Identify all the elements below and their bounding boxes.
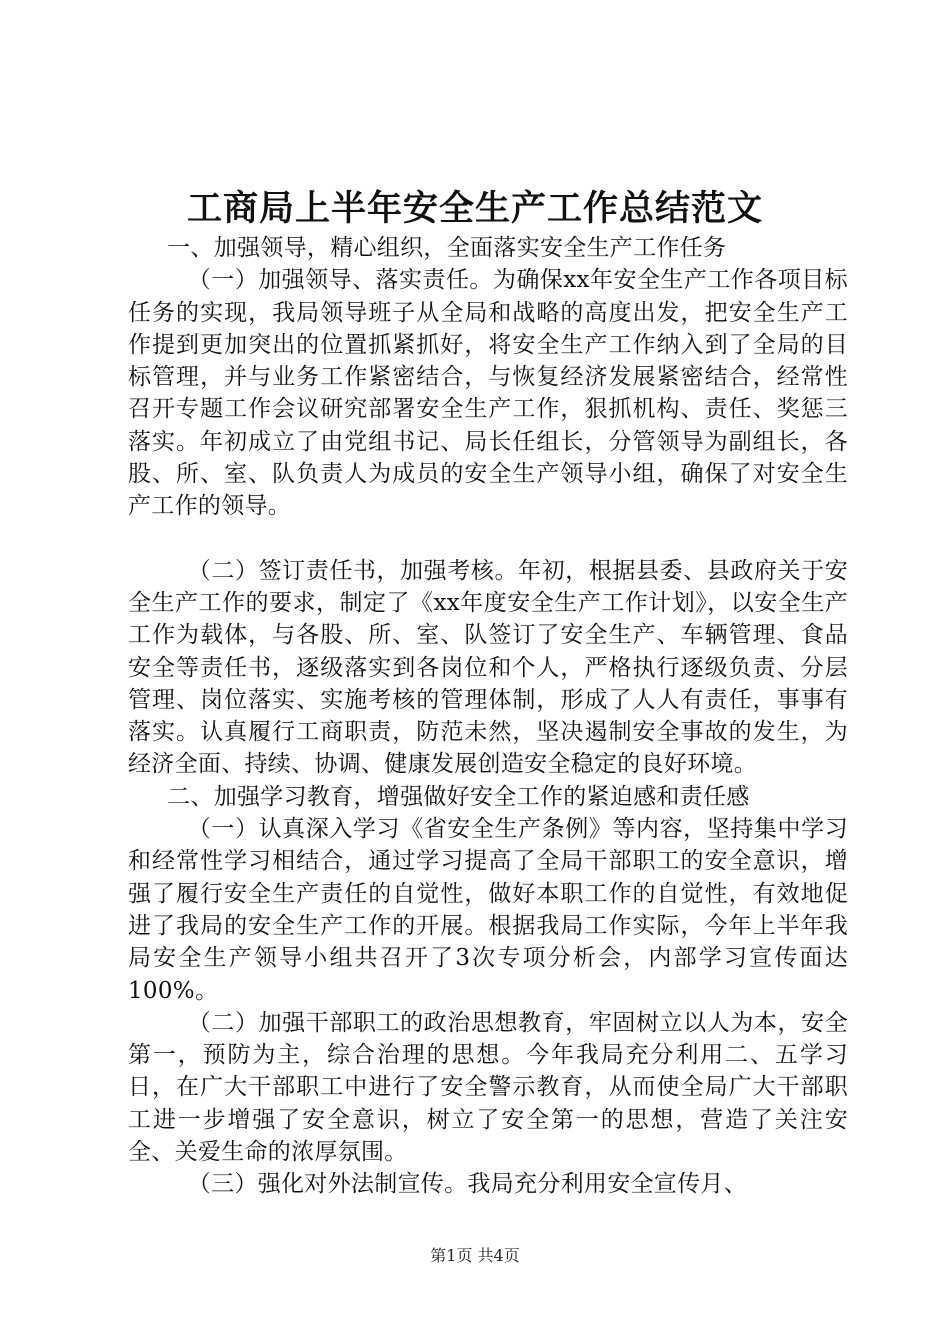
document-title: 工商局上半年安全生产工作总结范文 [186,188,763,229]
page-number: 第1页 共4页 [430,1246,520,1265]
section-heading-1: 一、加强领导，精心组织，全面落实安全生产工作任务 [167,235,727,261]
paragraph-4: （二）加强干部职工的政治思想教育，牢固树立以人为本，安全第一，预防为主，综合治理的思想。今年我局充分利用二、五学习日，在广大干部职工中进行了安全警示教育，从而使全局广大干部职工进一步增强了安全意识，树立了安全第一的思想，营造了关注安全、关爱生命的浓厚氛围。 [128,1009,848,1166]
paragraph-5: （三）强化对外法制宣传。我局充分利用安全宣传月、 [187,1171,747,1198]
paragraph-2: （二）签订责任书，加强考核。年初，根据县委、县政府关于安全生产工作的要求，制定了《xx年度安全生产工作计划》，以安全生产工作为载体，与各股、所、室、队签订了安全生产、车辆管理、食品安全等责任书，逐级落实到各岗位和个人，严格执行逐级负责、分层管理、岗位落实、实施考核的管理体制，形成了人人有责任，事事有落实。认真履行工商职责，防范未然，坚决遏制安全事故的发生，为经济全面、持续、协调、健康发展创造安全稳定的良好环境。 [128,557,848,778]
paragraph-spacer [128,523,848,555]
paragraph-3: （一）认真深入学习《省安全生产条例》等内容，坚持集中学习和经常性学习相结合，通过学习提高了全局干部职工的安全意识，增强了履行安全生产责任的自觉性，做好本职工作的自觉性，有效地促进了我局的安全生产工作的开展。根据我局工作实际，今年上半年我局安全生产领导小组共召开了3次专项分析会，内部学习宣传面达100%。 [128,816,848,1004]
document-body [128,232,848,1201]
paragraph-1: （一）加强领导、落实责任。为确保xx年安全生产工作各项目标任务的实现，我局领导班子从全局和战略的高度出发，把安全生产工作提到更加突出的位置抓紧抓好，将安全生产工作纳入到了全局的目标管理，并与业务工作紧密结合，与恢复经济发展紧密结合，经常性召开专题工作会议研究部署安全生产工作，狠抓机构、责任、奖惩三落实。年初成立了由党组书记、局长任组长，分管领导为副组长，各股、所、室、队负责人为成员的安全生产领导小组，确保了对安全生产工作的领导。 [128,267,848,520]
section-heading-2: 二、加强学习教育，增强做好安全工作的紧迫感和责任感 [167,783,750,810]
